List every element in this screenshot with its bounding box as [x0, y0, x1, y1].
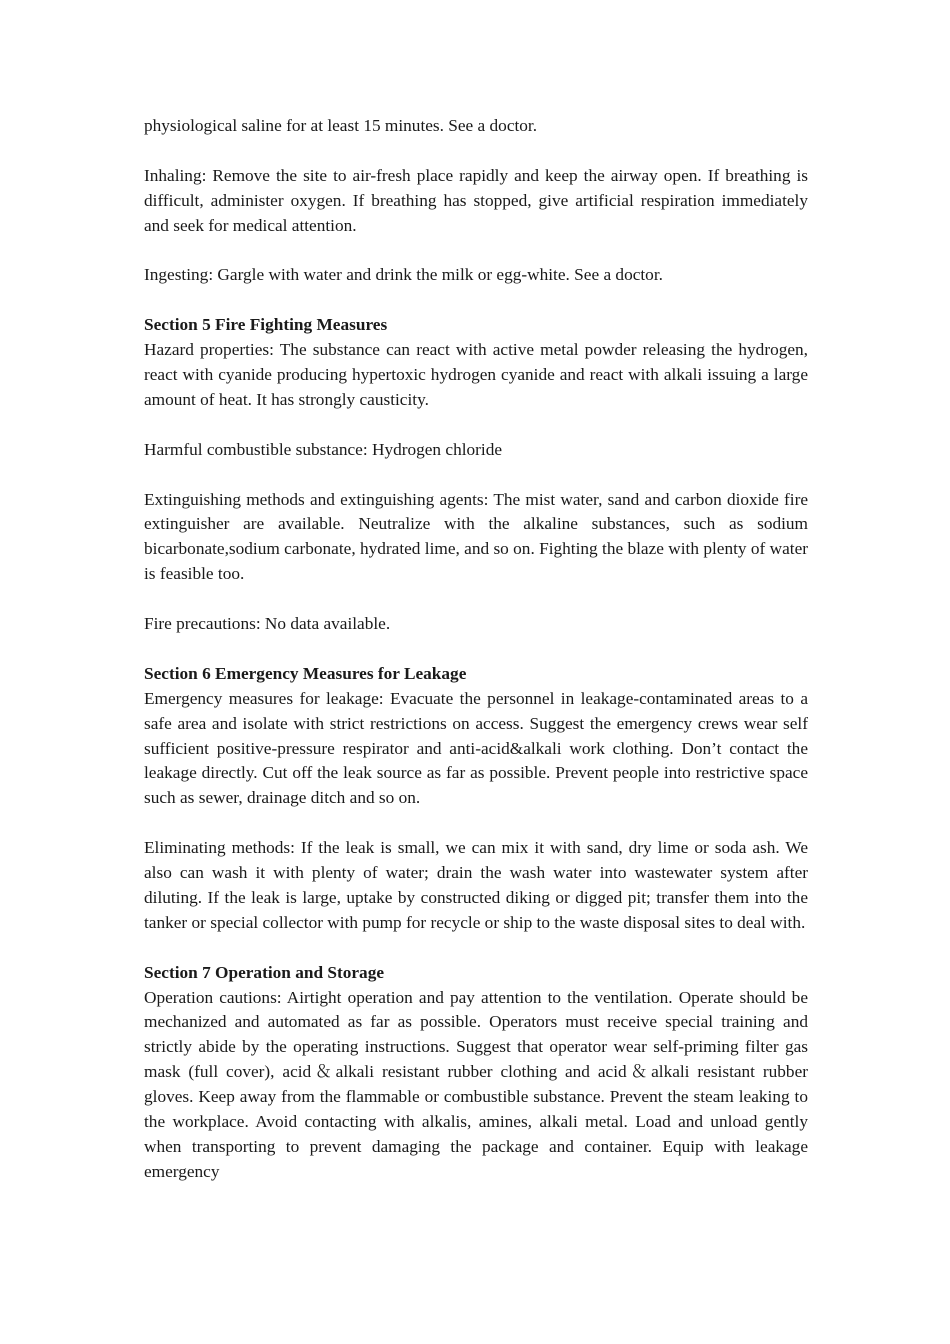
section-6-title: Section 6 Emergency Measures for Leakage	[144, 663, 467, 683]
document-page	[144, 114, 808, 1185]
harmful-combustible-substance: Harmful combustible substance: Hydrogen chloride	[144, 439, 503, 459]
fire-precautions: Fire precautions: No data available.	[144, 614, 391, 634]
section-7-title: Section 7 Operation and Storage	[144, 962, 385, 982]
first-aid-eye-continuation: physiological saline for at least 15 minutes. See a doctor.	[144, 116, 538, 135]
extinguishing-methods: Extinguishing methods and extinguishing agents: The mist water, sand and carbon dioxide fire extinguisher are available. Neutralize with the alkaline substances, such as sodium bicarbonate,sodium carbonate, hydrated lime, and so on. Fighting the blaze with plenty of water is feasible too.	[144, 489, 808, 584]
first-aid-inhaling: Inhaling: Remove the site to air-fresh place rapidly and keep the airway open. If breathing is difficult, administer oxygen. If breathing has stopped, give artificial respiration immediately and seek for medical attention.	[144, 165, 808, 235]
hazard-properties: Hazard properties: The substance can react with active metal powder releasing the hydrogen, react with cyanide producing hypertoxic hydrogen cyanide and react with alkali issuing a large amount of heat. It has strongly causticity.	[144, 340, 808, 409]
first-aid-ingesting: Ingesting: Gargle with water and drink the milk or egg-white. See a doctor.	[144, 265, 663, 285]
emergency-measures-leakage: Emergency measures for leakage: Evacuate the personnel in leakage-contaminated areas to a safe area and isolate with strict restrictions on access. Suggest the emergency crews wear self sufficient positive-pressure respirator and anti-acid&alkali work clothing. Don’t contact the leakage directly. Cut off the leak source as far as possible. Prevent people into restrictive space such as sewer, drainage ditch and so on.	[144, 688, 808, 808]
eliminating-methods: Eliminating methods: If the leak is small, we can mix it with sand, dry lime or soda ash. We also can wash it with plenty of water; drain the wash water into wastewater system after diluting. If the leak is large, uptake by constructed diking or digged pit; transfer them into the tanker or special collector with pump for recycle or ship to the waste disposal sites to deal with.	[144, 838, 808, 932]
section-5-title: Section 5 Fire Fighting Measures	[144, 315, 388, 335]
operation-cautions: Operation cautions: Airtight operation and pay attention to the ventilation. Operate should be mechanized and automated as far as possible. Operators must receive special training and strictly abide by the operating instructions. Suggest that operator wear self-priming filter gas mask (full cover), acid＆alkali resistant rubber clothing and acid＆alkali resistant rubber gloves. Keep away from the flammable or combustible substance. Prevent the steam leaking to the workplace. Avoid contacting with alkalis, amines, alkali metal. Load and unload gently when transporting to prevent damaging the package and container. Equip with leakage emergency	[144, 987, 808, 1181]
